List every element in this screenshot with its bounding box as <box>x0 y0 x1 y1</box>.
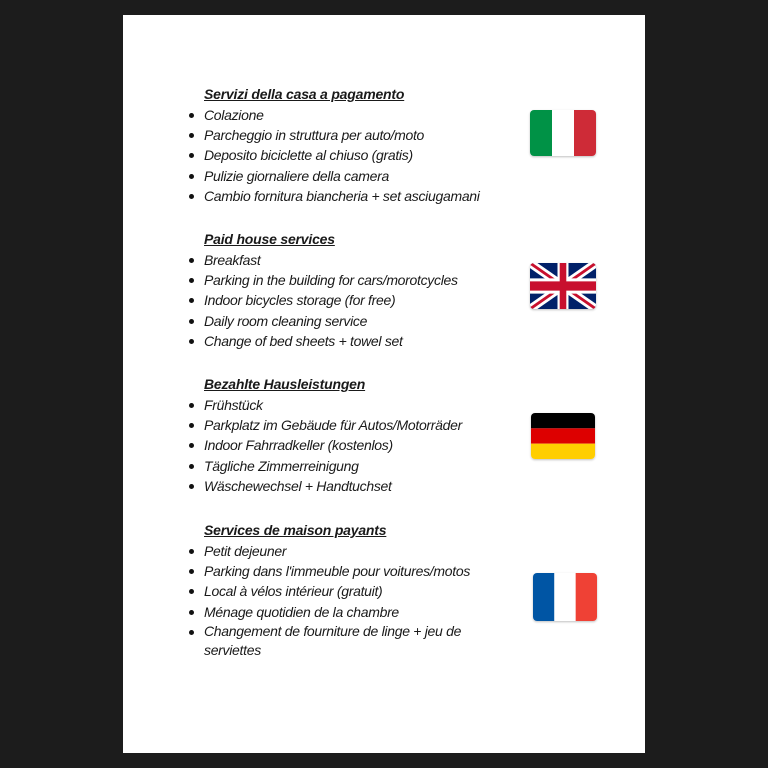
document-page <box>123 15 645 753</box>
list-item: Pulizie giornaliere della camera <box>204 166 524 186</box>
list-item: Change of bed sheets + towel set <box>204 331 524 351</box>
italy-flag-icon <box>530 110 596 156</box>
list-item: Changement de fourniture de linge + jeu de serviettes <box>204 622 489 661</box>
france-flag-icon <box>533 573 597 621</box>
list-item: Parkplatz im Gebäude für Autos/Motorräder <box>204 415 524 435</box>
list-item: Tägliche Zimmerreinigung <box>204 456 524 476</box>
uk-flag-icon <box>530 263 596 309</box>
list-item: Daily room cleaning service <box>204 311 524 331</box>
section-heading: Paid house services <box>204 231 335 247</box>
list-item: Cambio fornitura biancheria + set asciugamani <box>204 186 524 206</box>
services-list <box>204 105 524 206</box>
section-italian <box>204 85 524 206</box>
list-item: Indoor Fahrradkeller (kostenlos) <box>204 435 524 455</box>
list-item: Deposito biciclette al chiuso (gratis) <box>204 145 524 165</box>
list-item: Ménage quotidien de la chambre <box>204 602 524 622</box>
list-item: Parcheggio in struttura per auto/moto <box>204 125 524 145</box>
list-item: Colazione <box>204 105 524 125</box>
services-list <box>204 541 524 661</box>
germany-flag-icon <box>531 413 595 459</box>
section-heading: Servizi della casa a pagamento <box>204 86 405 102</box>
services-list <box>204 395 524 496</box>
list-item: Breakfast <box>204 250 524 270</box>
section-english <box>204 230 524 351</box>
services-list <box>204 250 524 351</box>
list-item: Frühstück <box>204 395 524 415</box>
list-item: Petit dejeuner <box>204 541 524 561</box>
list-item: Wäschewechsel + Handtuchset <box>204 476 524 496</box>
section-french <box>204 521 524 661</box>
section-heading: Bezahlte Hausleistungen <box>204 376 366 392</box>
list-item: Local à vélos intérieur (gratuit) <box>204 581 524 601</box>
list-item: Indoor bicycles storage (for free) <box>204 290 524 310</box>
section-heading: Services de maison payants <box>204 522 387 538</box>
section-german <box>204 375 524 496</box>
list-item: Parking dans l'immeuble pour voitures/motos <box>204 561 524 581</box>
list-item: Parking in the building for cars/morotcycles <box>204 270 524 290</box>
